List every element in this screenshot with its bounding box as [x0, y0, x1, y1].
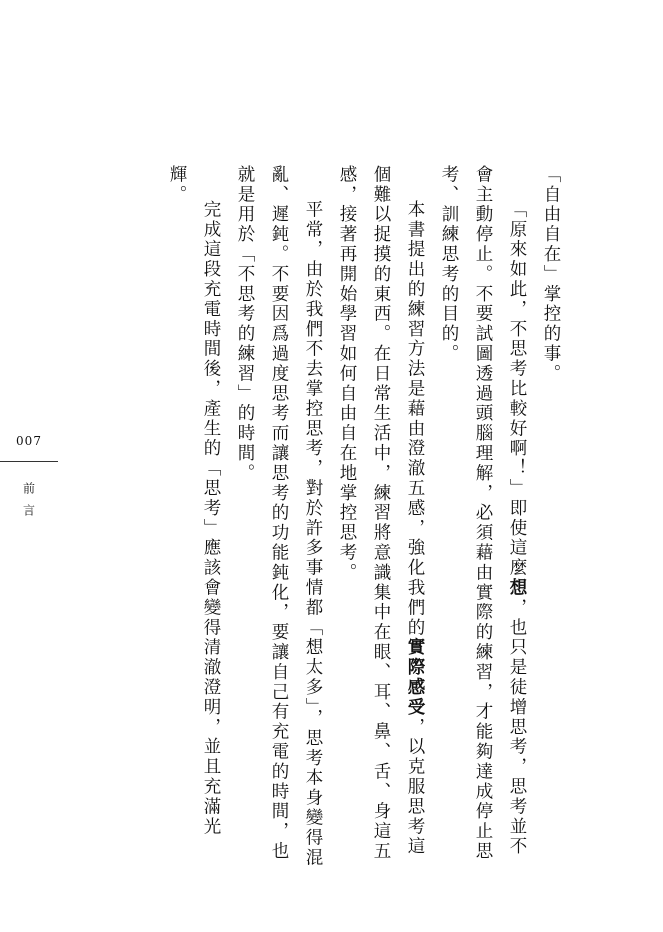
page-number: 007 [16, 434, 42, 448]
body-text [160, 165, 568, 875]
paragraph-2-run-3: ，也只是徒增思考，思考並不會主動停止。不要試圖透過頭腦理解，必須藉由實際的練習，才能夠達成停止思考、訓練思考的目的。 [439, 165, 527, 862]
paragraph-2-emphasis: 想 [507, 578, 527, 599]
paragraph-3 [330, 165, 432, 875]
running-head [0, 482, 58, 526]
paragraph-1: 「自由自在」掌控的事。 [541, 165, 561, 384]
paragraph-3-emphasis: 實際感受 [405, 637, 425, 718]
running-head-label: 前言 [21, 482, 36, 526]
paragraph-5: 完成這段充電時間後，產生的「思考」應該會變得清澈澄明，並且充滿光輝。 [167, 165, 221, 837]
page-number-rule [0, 461, 58, 462]
paragraph-3-run-1: 本書提出的練習方法是藉由澄澈五感，強化我們的 [405, 200, 425, 638]
paragraph-3-run-3: ，以克服思考這個難以捉摸的東西。在日常生活中，練習將意識集中在眼、耳、鼻、舌、身這五感，接著再開始學習如何自由自在地掌控思考。 [337, 165, 425, 862]
paragraph-2 [432, 165, 534, 875]
paragraph-2-run-1: 「原來如此，不思考比較好啊！」即使這麼 [507, 200, 527, 579]
paragraph-4: 平常，由於我們不去掌控思考，對於許多事情都「想太多」，思考本身變得混亂、遲鈍。不要因爲過度思考而讓思考的功能鈍化，要讓自己有充電的時間，也就是用於「不思考的練習」的時間。 [235, 165, 323, 868]
